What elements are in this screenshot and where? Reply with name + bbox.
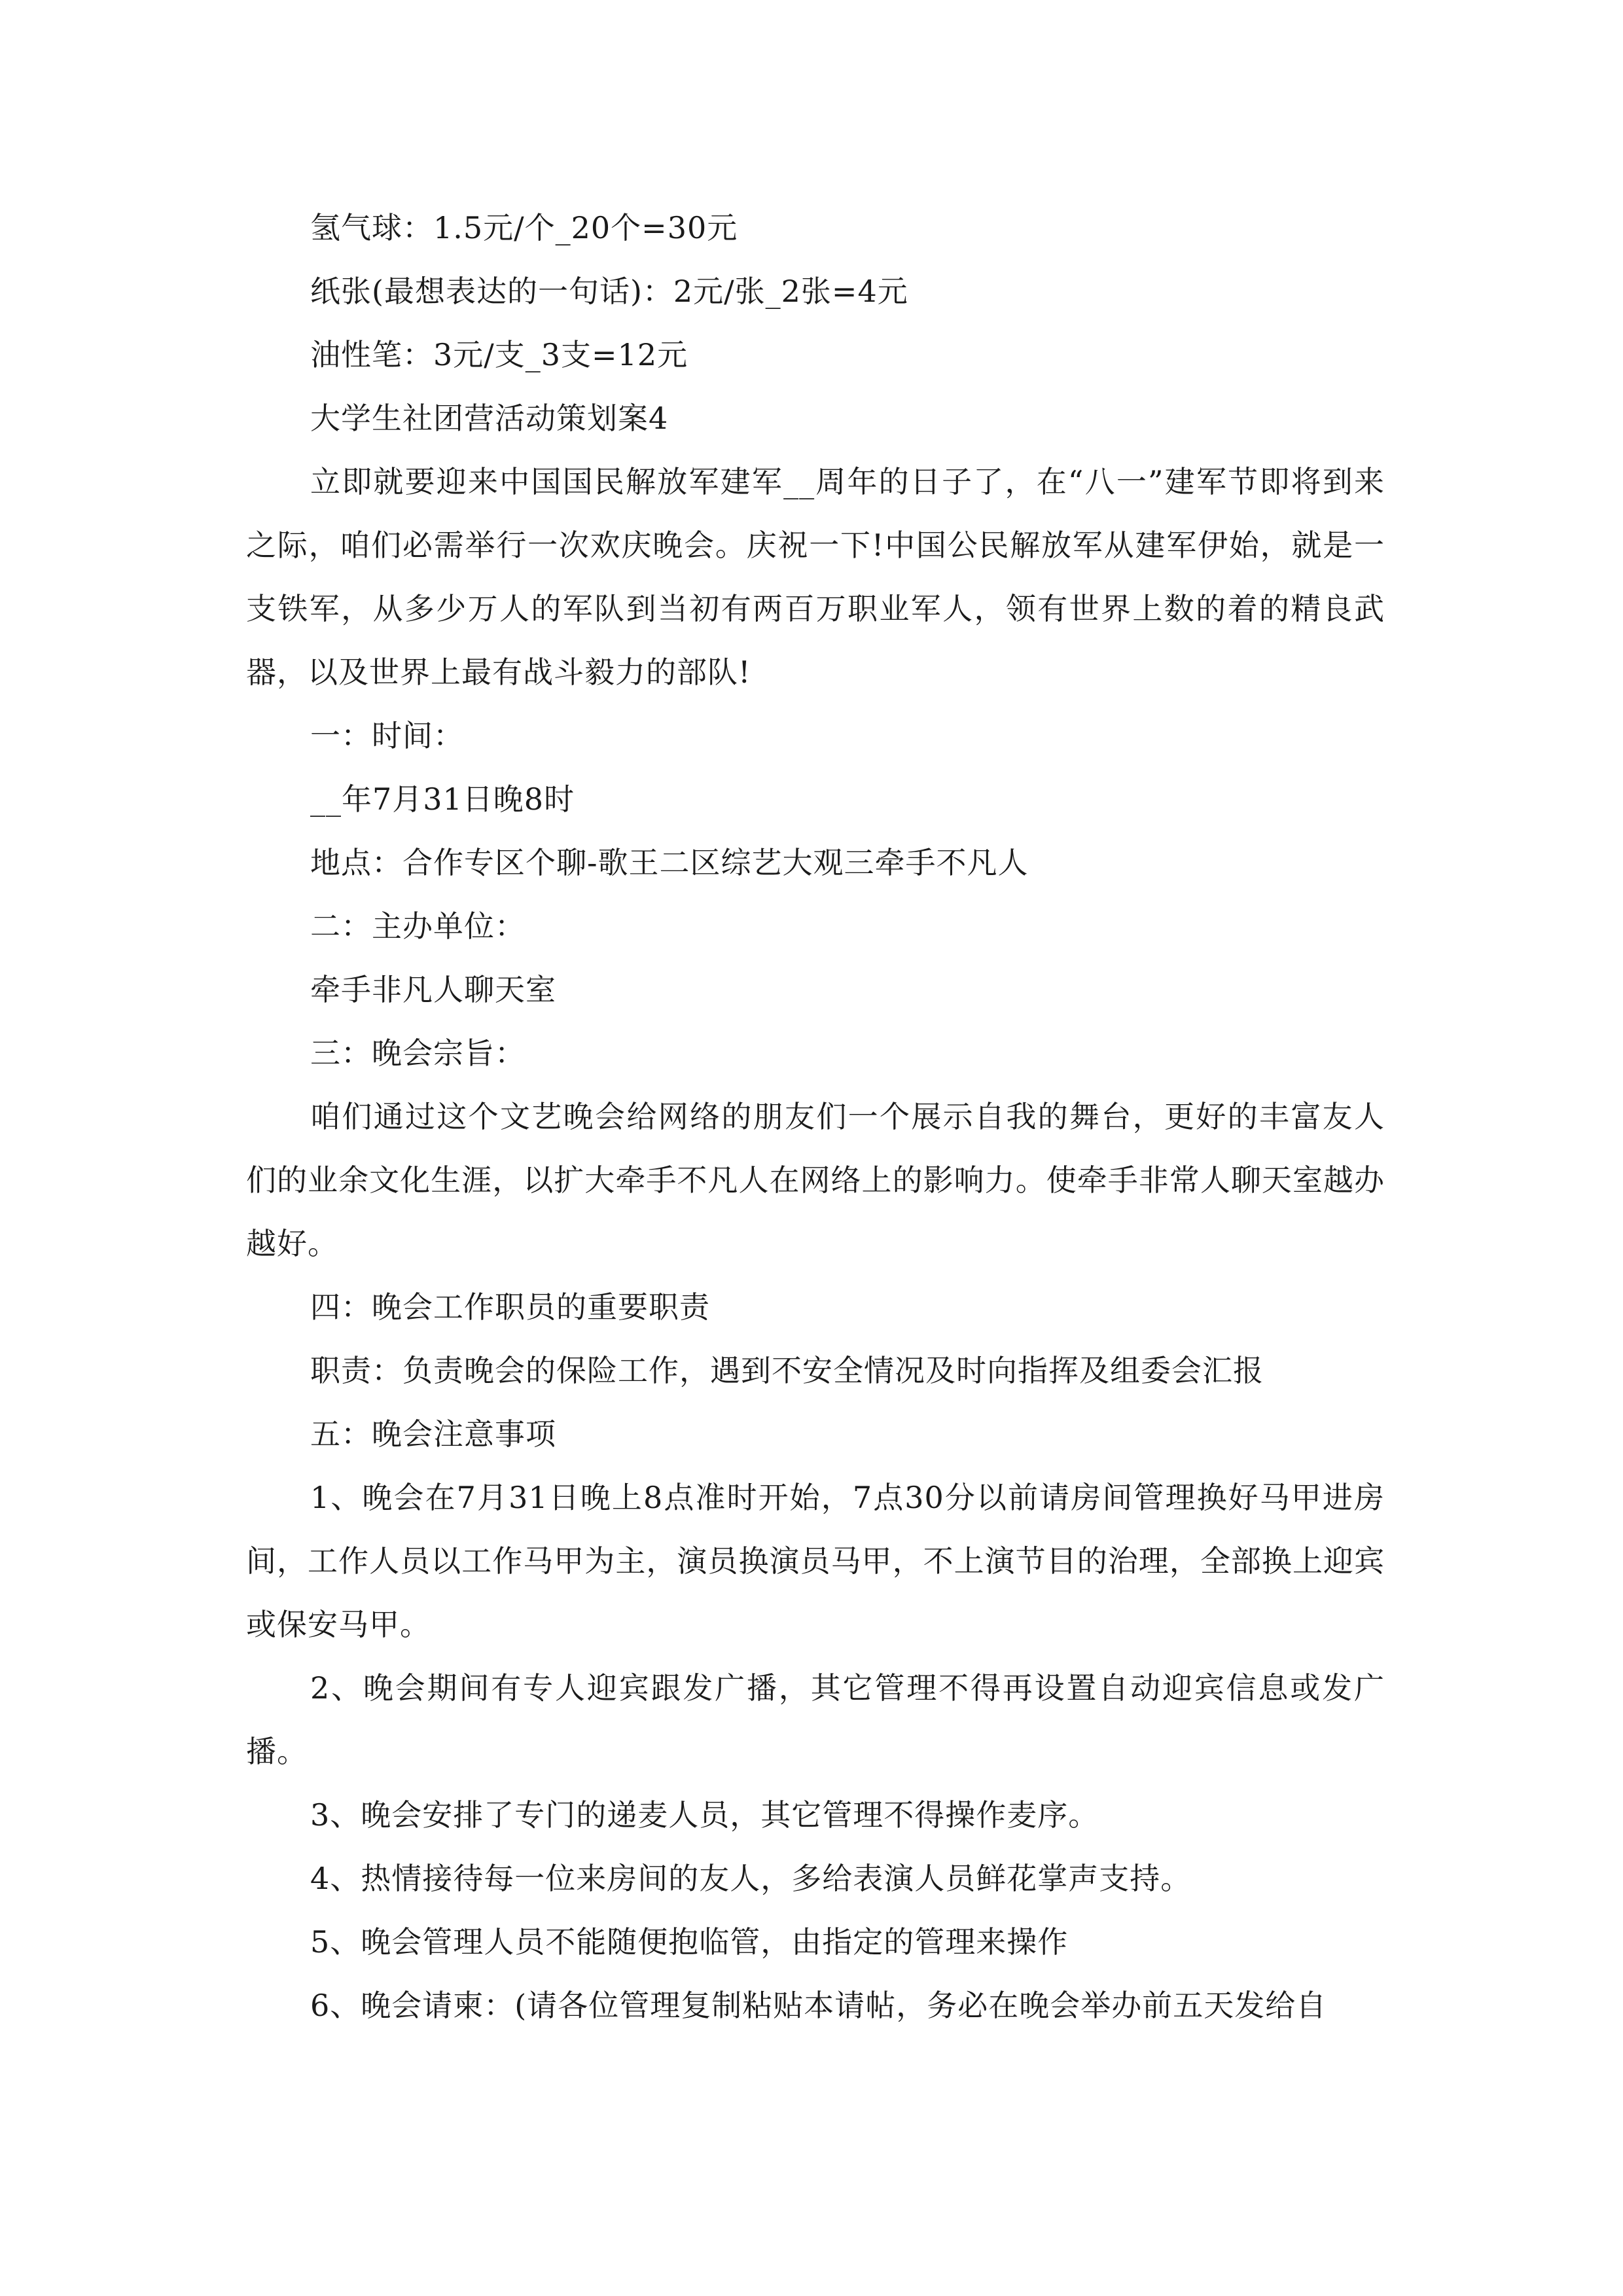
paragraph: 咱们通过这个文艺晚会给网络的朋友们一个展示自我的舞台，更好的丰富友人们的业余文化生涯，以扩大牵手不凡人在网络上的影响力。使牵手非常人聊天室越办越好。 — [246, 1099, 1385, 1261]
list-item: 1、晚会在7月31日晚上8点准时开始，7点30分以前请房间管理换好马甲进房间，工作人员以工作马甲为主，演员换演员马甲，不上演节目的治理，全部换上迎宾或保安马甲。 — [246, 1480, 1385, 1642]
list-item: 4、热情接待每一位来房间的友人，多给表演人员鲜花掌声支持。 — [310, 1861, 1192, 1896]
text-line: 油性笔：3元/支_3支=12元 — [310, 337, 688, 372]
section-heading: 三：晚会宗旨： — [310, 1035, 526, 1071]
document-body — [246, 196, 1385, 2037]
list-item: 3、晚会安排了专门的递麦人员，其它管理不得操作麦序。 — [310, 1797, 1099, 1833]
list-item: 5、晚会管理人员不能随便抱临管，由指定的管理来操作 — [310, 1924, 1069, 1960]
text-line: 牵手非凡人聊天室 — [310, 972, 556, 1007]
list-item: 6、晚会请柬：(请各位管理复制粘贴本请帖，务必在晚会举办前五天发给自 — [310, 1988, 1327, 2023]
text-line: 纸张(最想表达的一句话)：2元/张_2张=4元 — [310, 274, 908, 309]
text-line: 地点：合作专区个聊-歌王二区综艺大观三牵手不凡人 — [310, 845, 1029, 880]
text-line: 氢气球：1.5元/个_20个=30元 — [310, 210, 738, 245]
list-item: 2、晚会期间有专人迎宾跟发广播，其它管理不得再设置自动迎宾信息或发广播。 — [246, 1670, 1385, 1769]
paragraph: 立即就要迎来中国国民解放军建军__周年的日子了，在“八一”建军节即将到来之际，咱们必需举行一次欢庆晚会。庆祝一下!中国公民解放军从建军伊始，就是一支铁军，从多少万人的军队到当初有两百万职业军人，领有世界上数的着的精良武器，以及世界上最有战斗毅力的部队! — [246, 464, 1385, 690]
section-heading: 四：晚会工作职员的重要职责 — [310, 1289, 710, 1325]
text-line: __年7月31日晚8时 — [310, 781, 575, 817]
section-heading: 二：主办单位： — [310, 908, 526, 944]
section-heading: 大学生社团营活动策划案4 — [310, 401, 669, 436]
section-heading: 一：时间： — [310, 718, 464, 753]
text-line: 职责：负责晚会的保险工作，遇到不安全情况及时向指挥及组委会汇报 — [310, 1353, 1264, 1388]
section-heading: 五：晚会注意事项 — [310, 1416, 556, 1452]
